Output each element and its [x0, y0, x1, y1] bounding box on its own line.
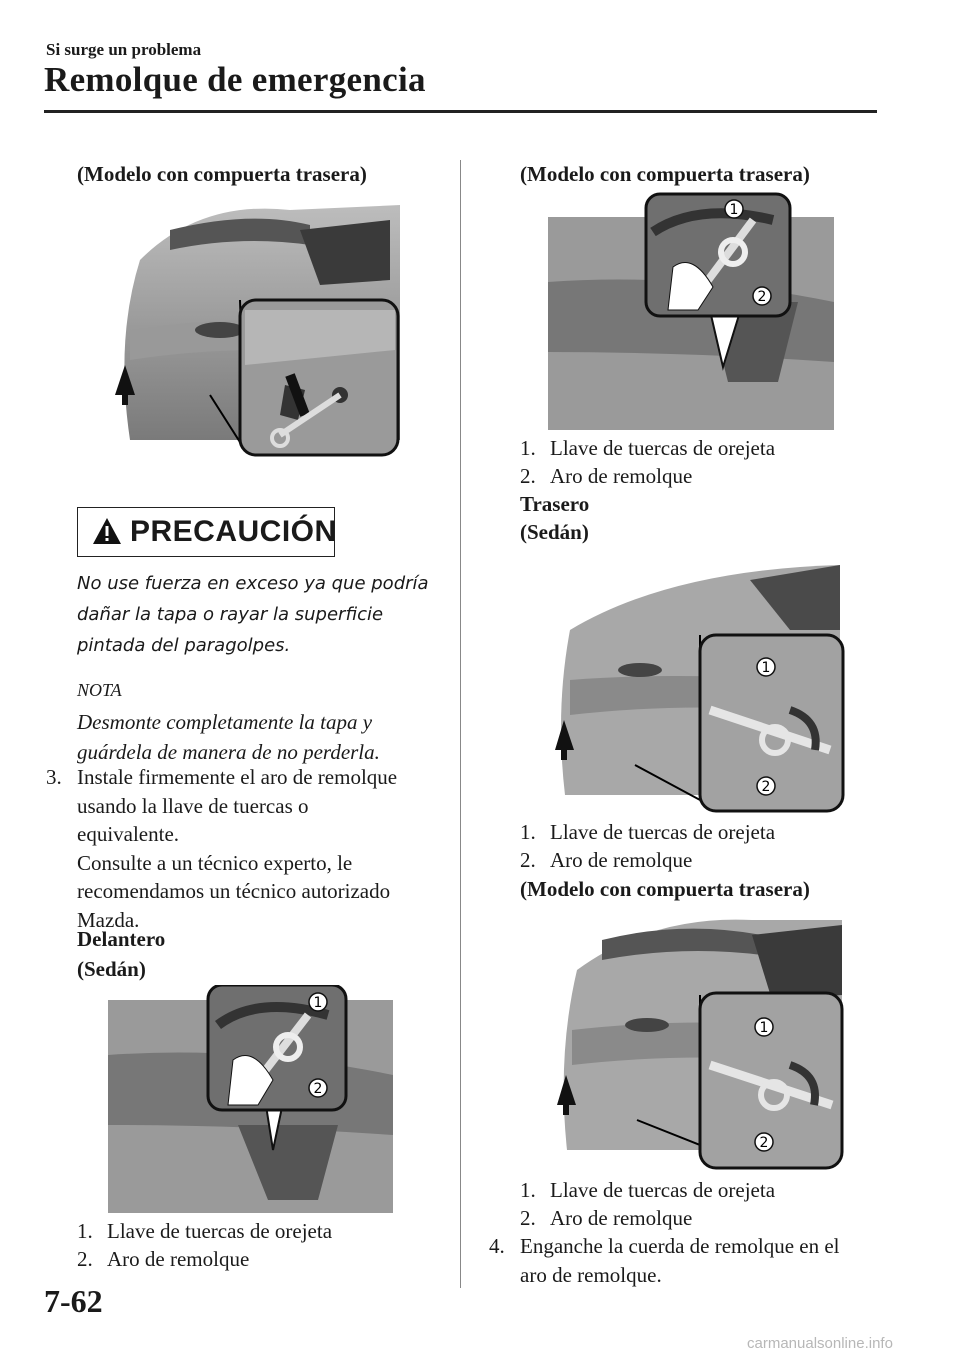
- callout-1: 1: [761, 660, 771, 676]
- figure-hatchback-front-tow-hook: [548, 192, 834, 430]
- note-title: NOTA: [77, 680, 122, 700]
- callout-2: 2: [759, 1135, 769, 1151]
- legend-item: 1. Llave de tuercas de orejeta: [77, 1219, 333, 1243]
- step-line: Enganche la cuerda de remolque en el: [520, 1234, 840, 1258]
- rear-hatchback-illustration: [552, 905, 844, 1170]
- figure-caption-hatchback-rear: (Modelo con compuerta trasera): [520, 877, 810, 901]
- step-line: Instale firmemente el aro de remolque: [77, 765, 398, 789]
- section-label: Si surge un problema: [46, 40, 202, 59]
- header-divider: [44, 110, 877, 113]
- caution-text: [77, 568, 437, 661]
- note-text: [77, 707, 380, 767]
- figure-caption-hatchback-front: (Modelo con compuerta trasera): [520, 162, 810, 186]
- legend-item: 2. Aro de remolque: [520, 848, 693, 872]
- legend-item: 2. Aro de remolque: [520, 1206, 693, 1230]
- column-divider: [460, 160, 461, 1288]
- rear-sedan-illustration: [550, 550, 845, 815]
- callout-1: 1: [729, 202, 739, 218]
- callout-2: 2: [313, 1081, 323, 1097]
- figure-front-sedan-tow-hook: [108, 985, 393, 1213]
- hatchback-front-illustration: [548, 192, 834, 430]
- legend-item: 2. Aro de remolque: [520, 464, 693, 488]
- caution-title: PRECAUCIÓN: [130, 515, 337, 548]
- rear-label: Trasero: [520, 492, 590, 516]
- caution-line: dañar la tapa o rayar la superficie: [77, 604, 384, 625]
- step-line: recomendamos un técnico autorizado: [77, 879, 391, 903]
- legend-item: 1. Llave de tuercas de orejeta: [520, 436, 776, 460]
- step-line: Mazda.: [77, 907, 140, 932]
- step-3-number: 3.: [46, 765, 62, 789]
- note-line: Desmonte completamente la tapa y: [77, 710, 373, 734]
- sedan-label: (Sedán): [520, 520, 589, 544]
- callout-1: 1: [759, 1020, 769, 1036]
- step-line: usando la llave de tuercas o: [77, 793, 309, 818]
- step-line: equivalente.: [77, 822, 180, 846]
- figure-hatchback-cover-removal: [110, 190, 400, 460]
- step-4-number: 4.: [489, 1234, 505, 1258]
- step-3-text: [77, 763, 397, 934]
- figure-rear-sedan-tow-hook: [550, 550, 845, 815]
- legend-item: 1. Llave de tuercas de orejeta: [520, 820, 776, 844]
- callout-1: 1: [313, 995, 323, 1011]
- callout-2: 2: [757, 289, 767, 305]
- step-line: Consulte a un técnico experto, le: [77, 850, 353, 875]
- note-line: guárdela de manera de no perderla.: [77, 740, 380, 764]
- sedan-label: (Sedán): [77, 957, 146, 981]
- callout-2: 2: [761, 779, 771, 795]
- step-line: aro de remolque.: [520, 1263, 662, 1287]
- page-title: Remolque de emergencia: [44, 60, 426, 99]
- figure-caption-hatchback: (Modelo con compuerta trasera): [77, 162, 367, 186]
- figure-rear-hatchback-tow-hook: [552, 905, 844, 1170]
- step-4-text: [520, 1232, 840, 1290]
- legend-item: 1. Llave de tuercas de orejeta: [520, 1178, 776, 1202]
- warning-icon: [92, 517, 122, 545]
- front-label: Delantero: [77, 927, 166, 951]
- caution-banner: [77, 507, 335, 557]
- page-number: 7-62: [44, 1283, 103, 1319]
- front-sedan-illustration: [108, 985, 393, 1213]
- legend-item: 2. Aro de remolque: [77, 1247, 250, 1271]
- hatchback-rear-illustration: [110, 190, 400, 460]
- caution-line: No use fuerza en exceso ya que podría: [77, 573, 429, 594]
- caution-line: pintada del paragolpes.: [77, 635, 291, 656]
- watermark: carmanualsonline.info: [747, 1335, 893, 1352]
